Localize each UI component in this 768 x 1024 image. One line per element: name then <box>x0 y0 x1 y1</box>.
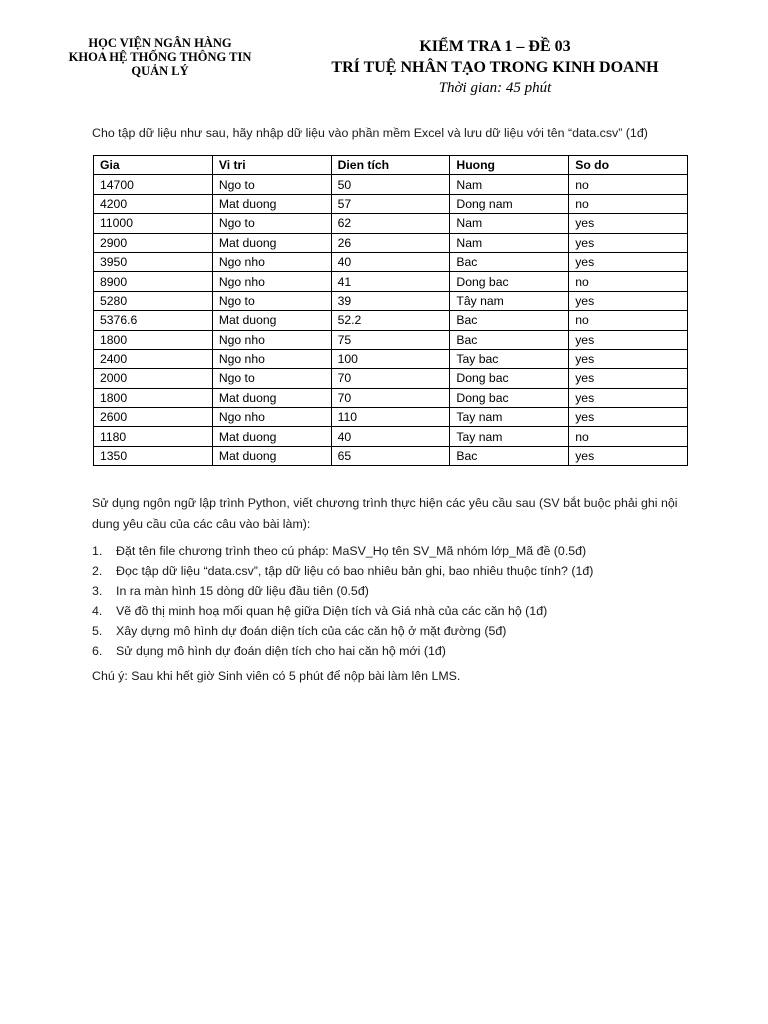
task-item <box>92 641 696 661</box>
table-cell: 75 <box>331 330 450 349</box>
task-list <box>92 541 696 661</box>
table-cell: no <box>569 175 688 194</box>
table-row <box>94 388 688 407</box>
task-text: In ra màn hình 15 dòng dữ liệu đầu tiên (0.5đ) <box>116 584 369 598</box>
table-cell: 3950 <box>94 252 213 271</box>
table-cell: yes <box>569 388 688 407</box>
task-number: 3. <box>92 584 103 598</box>
table-cell: no <box>569 427 688 446</box>
table-cell: Dong bac <box>450 369 569 388</box>
table-cell: 70 <box>331 369 450 388</box>
table-cell: Tay nam <box>450 408 569 427</box>
table-cell: Mat duong <box>212 446 331 465</box>
table-cell: 2600 <box>94 408 213 427</box>
table-header-row <box>94 156 688 175</box>
table-cell: 1800 <box>94 388 213 407</box>
table-cell: Tay nam <box>450 427 569 446</box>
task-text: Vẽ đồ thị minh hoạ mối quan hệ giữa Diện tích và Giá nhà của các căn hộ (1đ) <box>116 604 548 618</box>
table-cell: Dong nam <box>450 194 569 213</box>
table-body <box>94 175 688 466</box>
table-cell: yes <box>569 291 688 310</box>
table-cell: yes <box>569 214 688 233</box>
table-cell: 1350 <box>94 446 213 465</box>
table-row <box>94 427 688 446</box>
task-item <box>92 601 696 621</box>
column-header: Huong <box>450 156 569 175</box>
table-cell: 5376.6 <box>94 311 213 330</box>
table-cell: Ngo nho <box>212 408 331 427</box>
exam-title: KIỂM TRA 1 – ĐỀ 03 <box>419 38 571 55</box>
table-cell: Mat duong <box>212 427 331 446</box>
department-line: KHOA HỆ THỐNG THÔNG TIN <box>68 50 252 64</box>
institution-line: HỌC VIỆN NGÂN HÀNG <box>88 36 232 50</box>
table-cell: 57 <box>331 194 450 213</box>
course-title: TRÍ TUỆ NHÂN TẠO TRONG KINH DOANH <box>331 59 659 76</box>
table-cell: Nam <box>450 175 569 194</box>
table-cell: 11000 <box>94 214 213 233</box>
task-item <box>92 561 696 581</box>
table-cell: Bac <box>450 446 569 465</box>
column-header: Gia <box>94 156 213 175</box>
task-number: 6. <box>92 644 103 658</box>
table-cell: Bac <box>450 252 569 271</box>
task-text: Xây dựng mô hình dự đoán diện tích của các căn hộ ở mặt đường (5đ) <box>116 624 507 638</box>
table-cell: 2000 <box>94 369 213 388</box>
note-text: Chú ý: Sau khi hết giờ Sinh viên có 5 phút để nộp bài làm lên LMS. <box>92 669 461 683</box>
table-cell: yes <box>569 252 688 271</box>
table-cell: 52.2 <box>331 311 450 330</box>
institution-block <box>52 36 268 78</box>
table-row <box>94 291 688 310</box>
table-cell: 40 <box>331 252 450 271</box>
table-cell: Ngo to <box>212 369 331 388</box>
column-header: Vi tri <box>212 156 331 175</box>
table-cell: Ngo nho <box>212 252 331 271</box>
table-cell: Mat duong <box>212 233 331 252</box>
column-header: So do <box>569 156 688 175</box>
table-cell: 110 <box>331 408 450 427</box>
table-cell: 1800 <box>94 330 213 349</box>
exam-title-block <box>300 36 690 98</box>
table-row <box>94 214 688 233</box>
task-item <box>92 541 696 561</box>
table-row <box>94 252 688 271</box>
intro-text: Cho tập dữ liệu như sau, hãy nhập dữ liệu vào phần mềm Excel và lưu dữ liệu với tên “data.csv” (1đ) <box>92 126 648 140</box>
table-cell: 62 <box>331 214 450 233</box>
table-cell: Mat duong <box>212 194 331 213</box>
table-cell: 2400 <box>94 349 213 368</box>
table-cell: Nam <box>450 214 569 233</box>
task-number: 1. <box>92 544 103 558</box>
task-text: Đọc tập dữ liệu “data.csv”, tập dữ liệu có bao nhiêu bản ghi, bao nhiêu thuộc tính? (1đ) <box>116 564 594 578</box>
table-cell: 41 <box>331 272 450 291</box>
table-cell: no <box>569 311 688 330</box>
table-cell: yes <box>569 408 688 427</box>
table-row <box>94 194 688 213</box>
table-cell: Tay bac <box>450 349 569 368</box>
table-cell: Bac <box>450 311 569 330</box>
table-cell: yes <box>569 330 688 349</box>
table-row <box>94 311 688 330</box>
table-cell: Tây nam <box>450 291 569 310</box>
table-cell: yes <box>569 233 688 252</box>
table-row <box>94 408 688 427</box>
table-cell: 2900 <box>94 233 213 252</box>
task-item <box>92 621 696 641</box>
table-cell: Nam <box>450 233 569 252</box>
table-cell: Ngo to <box>212 214 331 233</box>
table-cell: Mat duong <box>212 388 331 407</box>
table-cell: Dong bac <box>450 272 569 291</box>
table-cell: yes <box>569 369 688 388</box>
table-row <box>94 369 688 388</box>
table-cell: yes <box>569 349 688 368</box>
task-text: Đặt tên file chương trình theo cú pháp: MaSV_Họ tên SV_Mã nhóm lớp_Mã đề (0.5đ) <box>116 544 587 558</box>
instructions-text: Sử dụng ngôn ngữ lập trình Python, viết chương trình thực hiện các yêu cầu sau (SV bắt buộc phải ghi nội dung yêu cầu của các câu vào bài làm): <box>92 496 678 531</box>
table-cell: Dong bac <box>450 388 569 407</box>
table-cell: Ngo to <box>212 291 331 310</box>
table-cell: yes <box>569 446 688 465</box>
table-cell: Ngo to <box>212 175 331 194</box>
task-item <box>92 581 696 601</box>
task-number: 4. <box>92 604 103 618</box>
department-line-2: QUẢN LÝ <box>131 64 189 78</box>
table-row <box>94 175 688 194</box>
table-row <box>94 446 688 465</box>
table-cell: 4200 <box>94 194 213 213</box>
table-cell: 39 <box>331 291 450 310</box>
table-row <box>94 349 688 368</box>
table-cell: 1180 <box>94 427 213 446</box>
table-cell: 100 <box>331 349 450 368</box>
table-row <box>94 330 688 349</box>
table-row <box>94 233 688 252</box>
table-cell: 8900 <box>94 272 213 291</box>
table-cell: Mat duong <box>212 311 331 330</box>
data-table <box>93 155 688 466</box>
table-cell: Ngo nho <box>212 330 331 349</box>
table-cell: no <box>569 272 688 291</box>
table-cell: 5280 <box>94 291 213 310</box>
table-cell: Ngo nho <box>212 349 331 368</box>
table-cell: 26 <box>331 233 450 252</box>
table-cell: 50 <box>331 175 450 194</box>
table-cell: 70 <box>331 388 450 407</box>
table-cell: no <box>569 194 688 213</box>
table-cell: Bac <box>450 330 569 349</box>
table-cell: Ngo nho <box>212 272 331 291</box>
column-header: Dien tích <box>331 156 450 175</box>
table-cell: 40 <box>331 427 450 446</box>
table-cell: 65 <box>331 446 450 465</box>
exam-duration: Thời gian: 45 phút <box>438 80 552 96</box>
task-number: 2. <box>92 564 103 578</box>
table-cell: 14700 <box>94 175 213 194</box>
table-row <box>94 272 688 291</box>
task-text: Sử dụng mô hình dự đoán diện tích cho hai căn hộ mới (1đ) <box>116 644 446 658</box>
task-number: 5. <box>92 624 103 638</box>
